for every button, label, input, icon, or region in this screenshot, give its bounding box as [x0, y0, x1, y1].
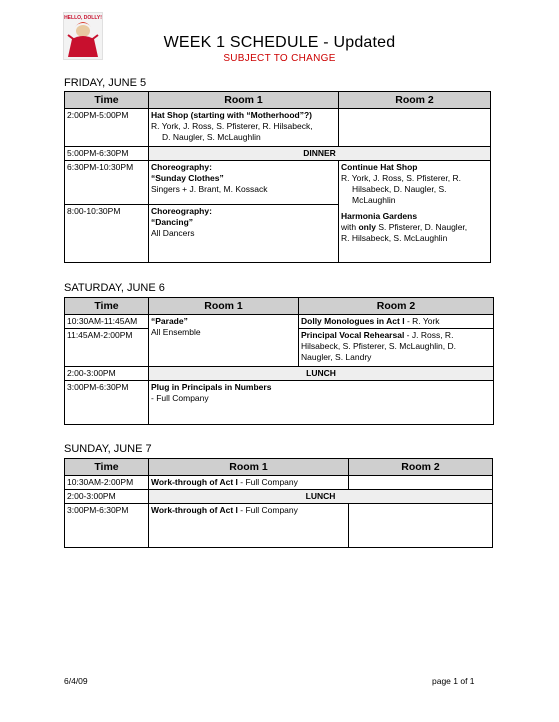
break-cell: LUNCH: [149, 367, 494, 381]
session-title: Work-through of Act I: [151, 505, 238, 515]
header-time: Time: [65, 459, 149, 476]
schedule-table-sunday: [64, 458, 493, 548]
session-detail: - Full Company: [151, 393, 209, 403]
session-detail: All Ensemble: [151, 327, 201, 337]
schedule-table-friday: [64, 91, 491, 263]
session-title: Hat Shop (starting with “Motherhood”?): [151, 110, 313, 120]
session-detail: Hilsabeck, S. Pfisterer, S. McLaughlin, D.: [301, 341, 456, 351]
header-room1: Room 1: [149, 298, 299, 315]
header-room2: Room 2: [349, 459, 493, 476]
room-merged-cell: [149, 381, 494, 425]
table-row: [65, 504, 493, 548]
room2-cell: [339, 109, 491, 147]
room1-cell: [149, 161, 339, 205]
header-time: Time: [65, 298, 149, 315]
header-row: [65, 459, 493, 476]
time-cell: 10:30AM-11:45AM: [65, 315, 149, 329]
session-title: Dolly Monologues in Act I: [301, 316, 405, 326]
header-row: [65, 298, 494, 315]
session-title: Work-through of Act I: [151, 477, 238, 487]
session-detail: Singers + J. Brant, M. Kossack: [151, 184, 268, 194]
time-cell: 5:00PM-6:30PM: [65, 147, 149, 161]
time-cell: 3:00PM-6:30PM: [65, 504, 149, 548]
header-room2: Room 2: [299, 298, 494, 315]
session-detail: Naugler, S. Landry: [301, 352, 372, 362]
session-detail: R. York, J. Ross, S. Pfisterer, R.: [341, 173, 461, 183]
table-row: [65, 476, 493, 490]
header-room2: Room 2: [339, 92, 491, 109]
header-time: Time: [65, 92, 149, 109]
table-row: [65, 315, 494, 329]
table-row: [65, 367, 494, 381]
time-cell: 8:00-10:30PM: [65, 205, 149, 263]
session-title: Continue Hat Shop: [341, 162, 418, 172]
page-title: WEEK 1 SCHEDULE - Updated: [163, 34, 396, 51]
room2-cell: [299, 329, 494, 367]
session-detail: R. Hilsabeck, S. McLaughlin: [341, 233, 448, 243]
footer-page-number: page 1 of 1: [432, 676, 475, 686]
session-title: Plug in Principals in Numbers: [151, 382, 272, 392]
table-row: [65, 147, 491, 161]
session-detail: D. Naugler, S. McLaughlin: [162, 132, 261, 142]
footer-date: 6/4/09: [64, 676, 88, 686]
day-heading-sunday: SUNDAY, JUNE 7: [64, 443, 152, 455]
room2-cell: [339, 161, 491, 263]
room1-cell: [149, 476, 349, 490]
session-title: Harmonia Gardens: [341, 211, 418, 221]
session-detail: - J. Ross, R.: [404, 330, 454, 340]
header-row: [65, 92, 491, 109]
time-cell: 3:00PM-6:30PM: [65, 381, 149, 425]
time-cell: 11:45AM-2:00PM: [65, 329, 149, 367]
session-detail-emphasis: only: [358, 222, 376, 232]
break-cell: DINNER: [149, 147, 491, 161]
room2-cell: [349, 476, 493, 490]
room1-cell: [149, 504, 349, 548]
session-title: Principal Vocal Rehearsal: [301, 330, 405, 340]
time-cell: 2:00-3:00PM: [65, 490, 149, 504]
session-detail: All Dancers: [151, 228, 195, 238]
header-room1: Room 1: [149, 459, 349, 476]
session-title: Choreography:: [151, 162, 212, 172]
day-heading-saturday: SATURDAY, JUNE 6: [64, 282, 165, 294]
session-detail: - R. York: [404, 316, 440, 326]
session-title: “Dancing”: [151, 217, 194, 227]
header-room1: Room 1: [149, 92, 339, 109]
room2-cell: [349, 504, 493, 548]
session-detail: - Full Company: [237, 477, 298, 487]
time-cell: 10:30AM-2:00PM: [65, 476, 149, 490]
room1-cell: [149, 205, 339, 263]
session-detail: with: [341, 222, 359, 232]
day-heading-friday: FRIDAY, JUNE 5: [64, 77, 147, 89]
time-cell: 6:30PM-10:30PM: [65, 161, 149, 205]
session-title: Choreography:: [151, 206, 212, 216]
time-cell: 2:00-3:00PM: [65, 367, 149, 381]
time-cell: 2:00PM-5:00PM: [65, 109, 149, 147]
table-row: [65, 381, 494, 425]
logo-text: HELLO, DOLLY!: [64, 15, 102, 21]
break-cell: LUNCH: [149, 490, 493, 504]
table-row: [65, 490, 493, 504]
room1-cell: [149, 315, 299, 367]
schedule-table-saturday: [64, 297, 494, 425]
session-detail: Hilsabeck, D. Naugler, S.: [352, 184, 447, 194]
session-title: “Parade”: [151, 316, 188, 326]
session-detail: - Full Company: [237, 505, 298, 515]
session-detail: R. York, J. Ross, S. Pfisterer, R. Hilsabeck,: [151, 121, 313, 131]
page-subtitle: SUBJECT TO CHANGE: [223, 53, 336, 64]
room2-cell: [299, 315, 494, 329]
room1-cell: [149, 109, 339, 147]
session-detail: McLaughlin: [352, 195, 396, 205]
table-row: [65, 161, 491, 205]
session-detail: S. Pfisterer, D. Naugler,: [375, 222, 468, 232]
table-row: [65, 109, 491, 147]
session-title: “Sunday Clothes”: [151, 173, 224, 183]
